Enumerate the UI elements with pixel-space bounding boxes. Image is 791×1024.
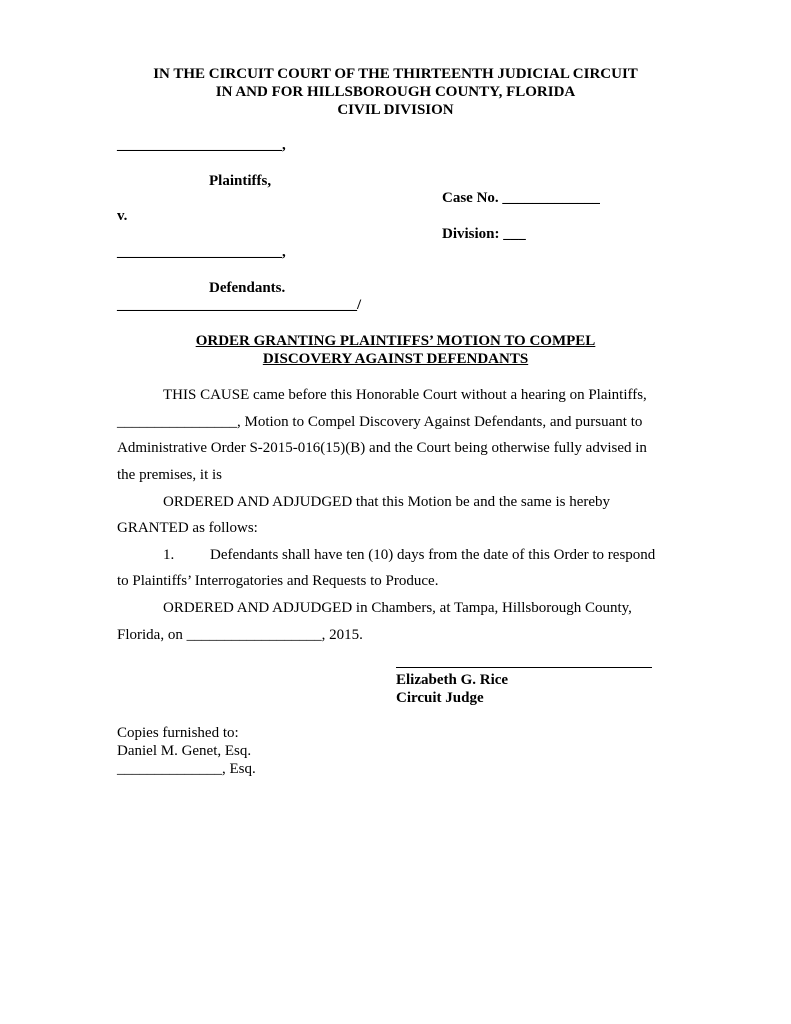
paragraph-1-line-3: Administrative Order S-2015-016(15)(B) and the Court being otherwise fully advised in (117, 440, 647, 456)
paragraph-3-line-2: Florida, on __________________, 2015. (117, 627, 363, 643)
list-item-line-2: to Plaintiffs’ Interrogatories and Requests to Produce. (117, 573, 439, 589)
signature-line (396, 667, 652, 668)
defendant-name-blank: ______________________, (117, 244, 286, 260)
court-header-line-3: CIVIL DIVISION (337, 102, 454, 118)
order-title-line-2: DISCOVERY AGAINST DEFENDANTS (262, 351, 529, 367)
list-item-number: 1. (163, 547, 175, 563)
paragraph-2-line-2: GRANTED as follows: (117, 520, 258, 536)
case-number: Case No. _____________ (442, 190, 600, 206)
copies-recipient-1: Daniel M. Genet, Esq. (117, 743, 252, 759)
copies-recipient-2: ______________, Esq. (117, 761, 256, 777)
defendants-label: Defendants. (209, 280, 286, 296)
paragraph-1-line-2: ________________, Motion to Compel Discovery Against Defendants, and pursuant to (117, 414, 643, 430)
paragraph-1-line-4: the premises, it is (117, 467, 222, 483)
plaintiffs-label: Plaintiffs, (209, 173, 272, 189)
judge-title: Circuit Judge (396, 690, 484, 706)
court-header-line-2: IN AND FOR HILLSBOROUGH COUNTY, FLORIDA (215, 84, 576, 100)
judge-name: Elizabeth G. Rice (396, 672, 509, 688)
plaintiff-name-blank: ______________________, (117, 137, 286, 153)
order-title-line-1: ORDER GRANTING PLAINTIFFS’ MOTION TO COMPEL (195, 333, 596, 349)
paragraph-3-line-1: ORDERED AND ADJUDGED in Chambers, at Tampa, Hillsborough County, (163, 600, 632, 616)
division-field: Division: ___ (442, 226, 526, 242)
copies-heading: Copies furnished to: (117, 725, 239, 741)
paragraph-2-line-1: ORDERED AND ADJUDGED that this Motion be and the same is hereby (163, 494, 611, 510)
paragraph-1-line-1: THIS CAUSE came before this Honorable Court without a hearing on Plaintiffs, (163, 387, 647, 403)
list-item-line-1: Defendants shall have ten (10) days from the date of this Order to respond (210, 547, 656, 563)
court-header-line-1: IN THE CIRCUIT COURT OF THE THIRTEENTH JUDICIAL CIRCUIT (153, 66, 638, 82)
versus-label: v. (117, 208, 128, 224)
caption-closing-line: ________________________________/ (117, 297, 362, 313)
